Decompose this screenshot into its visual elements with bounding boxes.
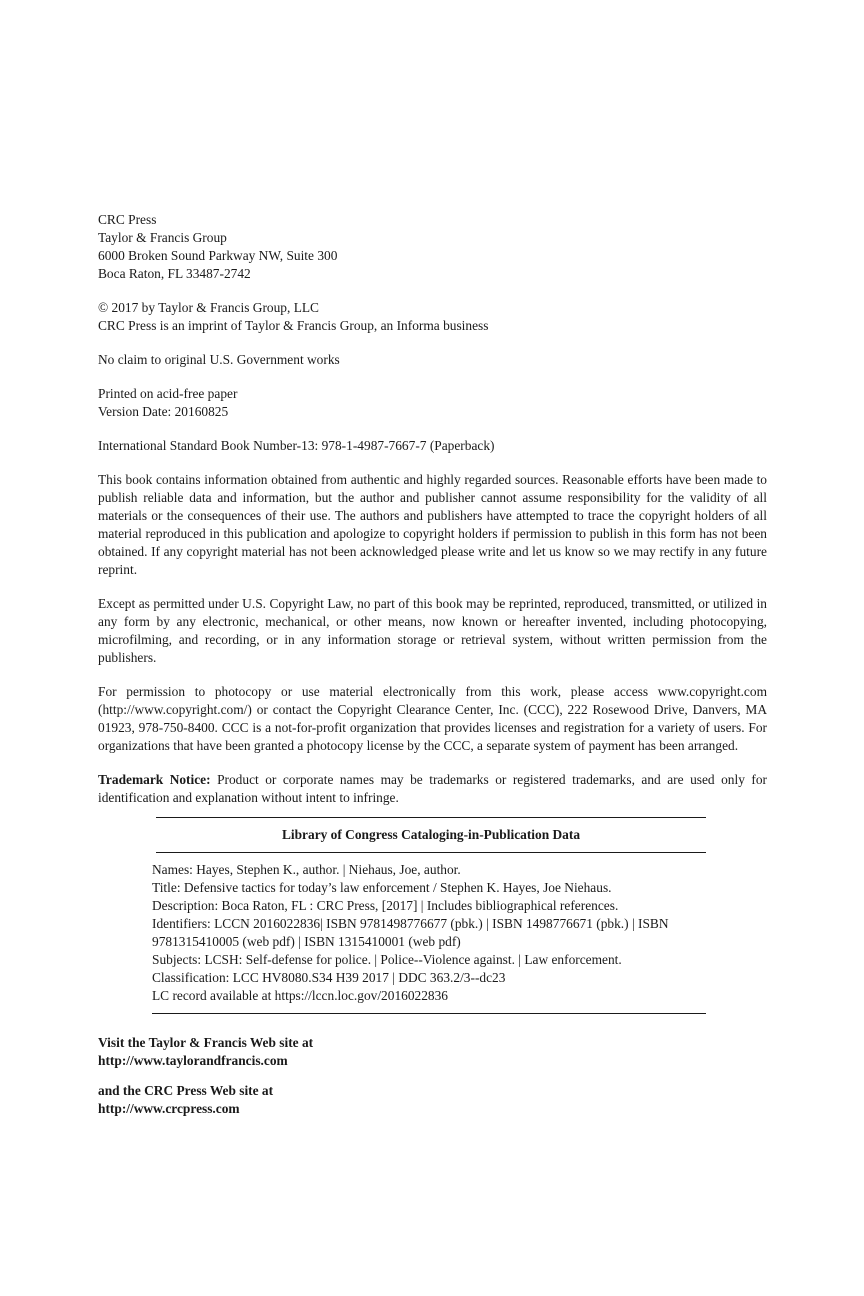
publisher-address — [98, 211, 767, 283]
address-line: Taylor & Francis Group — [98, 230, 227, 245]
address-line: Boca Raton, FL 33487-2742 — [98, 266, 251, 281]
cip-names: Names: Hayes, Stephen K., author. | Niehaus, Joe, author. — [152, 862, 461, 877]
cip-subjects: Subjects: LCSH: Self-defense for police. | Police--Violence against. | Law enforcement. — [152, 952, 622, 967]
tf-website-label: Visit the Taylor & Francis Web site at — [98, 1035, 314, 1050]
cip-description: Description: Boca Raton, FL : CRC Press, [2017] | Includes bibliographical references. — [152, 898, 619, 913]
no-claim-text: No claim to original U.S. Government works — [98, 352, 340, 367]
isbn-text: International Standard Book Number-13: 978-1-4987-7667-7 (Paperback) — [98, 438, 495, 453]
copyright-line: © 2017 by Taylor & Francis Group, LLC — [98, 300, 319, 315]
photocopy-paragraph: For permission to photocopy or use material electronically from this work, please access www.copyright.com (http://www.copyright.com/) or contact the Copyright Clearance Center, Inc. (CCC), 222 Rosewood Drive, Danvers, MA 01923, 978-750-8400. CCC is a not-for-profit organization that provides licenses and registration for a variety of users. For organizations that have been granted a photocopy license by the CCC, a separate system of payment has been arranged. — [98, 684, 767, 753]
printing-info — [98, 385, 767, 421]
imprint-line: CRC Press is an imprint of Taylor & Francis Group, an Informa business — [98, 318, 489, 333]
no-claim-notice — [98, 351, 767, 369]
sources-paragraph: This book contains information obtained from authentic and highly regarded sources. Reasonable efforts have been made to publish reliable data and information, but the author and publisher cannot assume responsibility for the validity of all materials or the consequences of their use. The authors and publishers have attempted to trace the copyright holders of all material reproduced in this publication and apologize to copyright holders if permission to publish in this form has not been obtained. If any copyright material has not been acknowledged please write and let us know so we may rectify in any future reprint. — [98, 472, 767, 577]
crc-website-link[interactable]: http://www.crcpress.com — [98, 1101, 240, 1116]
website-footer — [98, 1034, 767, 1118]
cip-data-box — [152, 817, 706, 1014]
tf-website-link[interactable]: http://www.taylorandfrancis.com — [98, 1053, 288, 1068]
cip-entries — [152, 853, 706, 1014]
isbn-info — [98, 437, 767, 455]
cip-lc-record: LC record available at https://lccn.loc.gov/2016022836 — [152, 988, 449, 1003]
address-line: CRC Press — [98, 212, 157, 227]
permissions-paragraph: Except as permitted under U.S. Copyright Law, no part of this book may be reprinted, reproduced, transmitted, or utilized in any form by any electronic, mechanical, or other means, now known or hereafter invented, including photocopying, microfilming, and recording, or in any information storage or retrieval system, without written permission from the publishers. — [98, 596, 767, 665]
crc-website-label: and the CRC Press Web site at — [98, 1083, 274, 1098]
address-line: 6000 Broken Sound Parkway NW, Suite 300 — [98, 248, 338, 263]
cip-heading: Library of Congress Cataloging-in-Publication Data — [156, 818, 706, 853]
version-date: Version Date: 20160825 — [98, 404, 229, 419]
cip-classification: Classification: LCC HV8080.S34 H39 2017 | DDC 363.2/3--dc23 — [152, 970, 506, 985]
cip-identifiers: Identifiers: LCCN 2016022836| ISBN 9781498776677 (pbk.) | ISBN 1498776671 (pbk.) | ISBN 9781315410005 (web pdf) | ISBN 1315410001 (web pdf) — [152, 916, 669, 949]
copyright-notice — [98, 299, 767, 335]
cip-title: Title: Defensive tactics for today’s law enforcement / Stephen K. Hayes, Joe Niehaus. — [152, 880, 612, 895]
trademark-notice — [98, 771, 767, 807]
paper-line: Printed on acid-free paper — [98, 386, 238, 401]
crc-website — [98, 1082, 767, 1118]
copyright-page — [98, 211, 767, 1130]
trademark-text: Product or corporate names may be trademarks or registered trademarks, and are used only for identification and explanation without intent to infringe. — [98, 772, 767, 805]
trademark-label: Trademark Notice: — [98, 772, 211, 787]
tf-website — [98, 1034, 767, 1070]
